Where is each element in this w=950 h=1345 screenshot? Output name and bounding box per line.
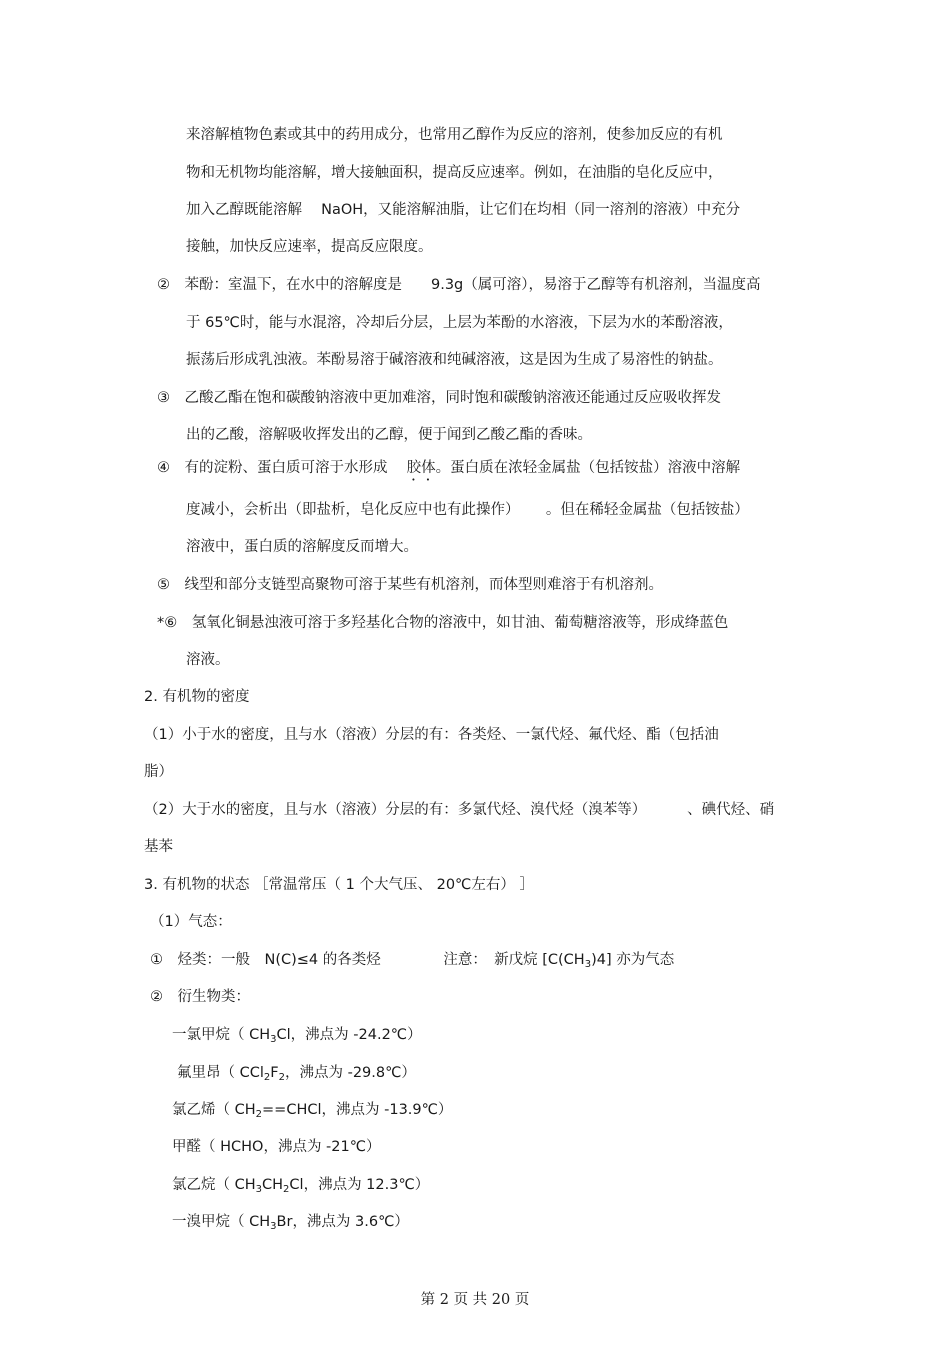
section-heading-state: 3. 有机物的状态 ［常温常压（ 1 个大气压、 20℃左右） ］ [144, 877, 534, 893]
boiling-point: ，沸点为 -13.9℃） [321, 1102, 453, 1118]
list-item-4 [157, 459, 740, 484]
text-line: 振荡后形成乳浊液。苯酚易溶于碱溶液和纯碱溶液，这是因为生成了易溶性的钠盐。 [186, 352, 723, 368]
list-item-3: ③ 乙酸乙酯在饱和碳酸钠溶液中更加难溶，同时饱和碳酸钠溶液还能通过反应吸收挥发 [157, 390, 721, 406]
section-heading-density: 2. 有机物的密度 [144, 689, 250, 705]
gas-name: 氯乙烷（ CH [172, 1177, 256, 1193]
hydrocarbon-text-tail: )4] 亦为气态 [591, 952, 675, 968]
list-item-4-lead: ④ 有的淀粉、蛋白质可溶于水形成 [157, 460, 407, 476]
text-line: 接触，加快反应速率，提高反应限度。 [186, 239, 433, 255]
text-line: 度减小，会析出（即盐析，皂化反应中也有此操作） 。但在稀轻金属盐（包括铵盐） [186, 502, 749, 518]
list-item-2: ② 苯酚：室温下，在水中的溶解度是 9.3g（属可溶），易溶于乙醇等有机溶剂，当温度高 [157, 277, 761, 293]
subheading-gas: （1）气态： [150, 914, 232, 930]
gas-item [172, 1138, 381, 1156]
subscript: 3 [270, 1221, 277, 1232]
text-line: （1）小于水的密度，且与水（溶液）分层的有：各类烃、一氯代烃、氟代烃、酯（包括油 [144, 727, 719, 743]
subscript: 2 [255, 1109, 263, 1120]
subscript: 2 [278, 1072, 285, 1083]
list-item-derivatives: ② 衍生物类： [150, 989, 250, 1005]
formula-part: Cl [276, 1027, 291, 1043]
gas-item [172, 1101, 452, 1119]
boiling-point: ，沸点为 -21℃） [263, 1139, 381, 1155]
text-line: 脂） [144, 764, 173, 780]
text-line: 加入乙醇既能溶解 NaOH，又能溶解油脂，让它们在均相（同一溶剂的溶液）中充分 [186, 202, 741, 218]
boiling-point: ，沸点为 -29.8℃） [284, 1065, 416, 1081]
subscript: 3 [584, 959, 592, 970]
boiling-point: ，沸点为 -24.2℃） [290, 1027, 422, 1043]
subscript: 2 [263, 1072, 271, 1083]
formula-part: F [270, 1065, 279, 1081]
text-line: 来溶解植物色素或其中的药用成分，也常用乙醇作为反应的溶剂，使参加反应的有机 [186, 127, 723, 143]
text-line: 物和无机物均能溶解，增大接触面积，提高反应速率。例如，在油脂的皂化反应中， [186, 165, 723, 181]
emphasis-term-colloid: 胶体 [406, 460, 436, 476]
text-line: 基苯 [144, 839, 173, 855]
gas-item [172, 1026, 422, 1044]
formula-part: CH [262, 1177, 284, 1193]
list-item-4-tail: 。蛋白质在浓轻金属盐（包括铵盐）溶液中溶解 [435, 460, 741, 476]
text-line: 出的乙酸，溶解吸收挥发出的乙醇，便于闻到乙酸乙酯的香味。 [186, 427, 592, 443]
gas-name: 氟里昂（ CCl [177, 1065, 264, 1081]
gas-name: 甲醛（ HCHO [172, 1139, 264, 1155]
formula-part: Br [276, 1214, 293, 1230]
boiling-point: ，沸点为 3.6℃） [292, 1214, 409, 1230]
gas-name: 一氯甲烷（ CH [172, 1027, 271, 1043]
gas-item [172, 1213, 409, 1231]
text-line: 溶液。 [186, 652, 230, 668]
subscript: 3 [255, 1184, 263, 1195]
gas-name: 一溴甲烷（ CH [172, 1214, 271, 1230]
text-line: （2）大于水的密度，且与水（溶液）分层的有：多氯代烃、溴代烃（溴苯等） 、碘代烃、硝 [144, 802, 775, 818]
text-line: 溶液中，蛋白质的溶解度反而增大。 [186, 539, 418, 555]
text-line: 于 65℃时，能与水混溶，冷却后分层，上层为苯酚的水溶液，下层为水的苯酚溶液， [186, 315, 733, 331]
boiling-point: Cl，沸点为 12.3℃） [289, 1177, 430, 1193]
subscript: 2 [283, 1184, 290, 1195]
gas-item [172, 1176, 429, 1194]
hydrocarbon-text: ① 烃类：一般 N(C)≤4 的各类烃 注意： 新戊烷 [C(CH [150, 952, 585, 968]
page-footer: 第 2 页 共 20 页 [420, 1292, 530, 1308]
formula-part: ==CHCl [262, 1102, 322, 1118]
list-item-5: ⑤ 线型和部分支链型高聚物可溶于某些有机溶剂，而体型则难溶于有机溶剂。 [157, 577, 663, 593]
list-item-hydrocarbons [150, 951, 674, 969]
subscript: 3 [270, 1034, 277, 1045]
gas-name: 氯乙烯（ CH [172, 1102, 256, 1118]
list-item-6: *⑥ 氢氧化铜悬浊液可溶于多羟基化合物的溶液中，如甘油、葡萄糖溶液等，形成绛蓝色 [157, 615, 729, 631]
gas-item [177, 1064, 416, 1082]
